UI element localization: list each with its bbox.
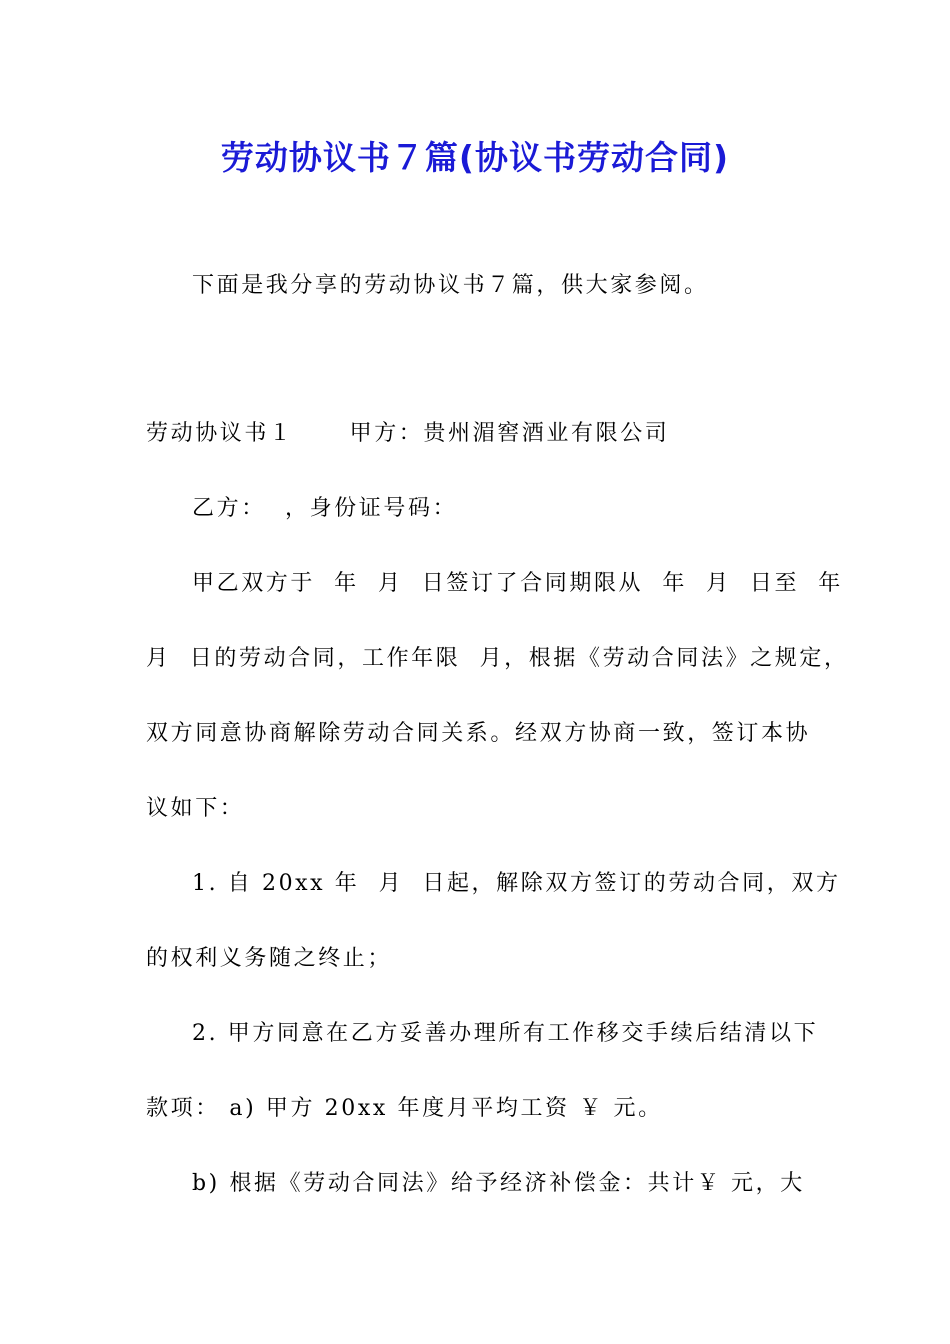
clause-2-line: 2. 甲方同意在乙方妥善办理所有工作移交手续后结清以下 bbox=[192, 1021, 819, 1046]
paragraph-line: 月 日的劳动合同，工作年限 月，根据《劳动合同法》之规定， bbox=[146, 646, 849, 671]
section-heading: 劳动协议书１ bbox=[146, 421, 294, 446]
clause-2b-line: b) 根据《劳动合同法》给予经济补偿金：共计￥ 元，大 bbox=[192, 1171, 805, 1196]
clause-1-line: 的权利义务随之终止； bbox=[146, 946, 393, 971]
clause-1-line: 1. 自 20xx 年 月 日起，解除双方签订的劳动合同，双方 bbox=[192, 871, 841, 896]
document-title: 劳动协议书７篇(协议书劳动合同) bbox=[220, 138, 730, 177]
paragraph-line: 议如下： bbox=[146, 796, 245, 821]
party-a-line: 甲方：贵州湄窖酒业有限公司 bbox=[349, 421, 670, 446]
paragraph-line: 双方同意协商解除劳动合同关系。经双方协商一致，签订本协 bbox=[146, 721, 811, 746]
section-heading-line bbox=[146, 419, 816, 449]
clause-2-line: 款项： a) 甲方 20xx 年度月平均工资 ￥ 元。 bbox=[146, 1096, 663, 1121]
party-b-line: 乙方： ，身份证号码： bbox=[192, 496, 458, 521]
paragraph-line: 甲乙双方于 年 月 日签订了合同期限从 年 月 日至 年 bbox=[192, 571, 843, 596]
intro-paragraph: 下面是我分享的劳动协议书７篇，供大家参阅。 bbox=[192, 273, 709, 298]
